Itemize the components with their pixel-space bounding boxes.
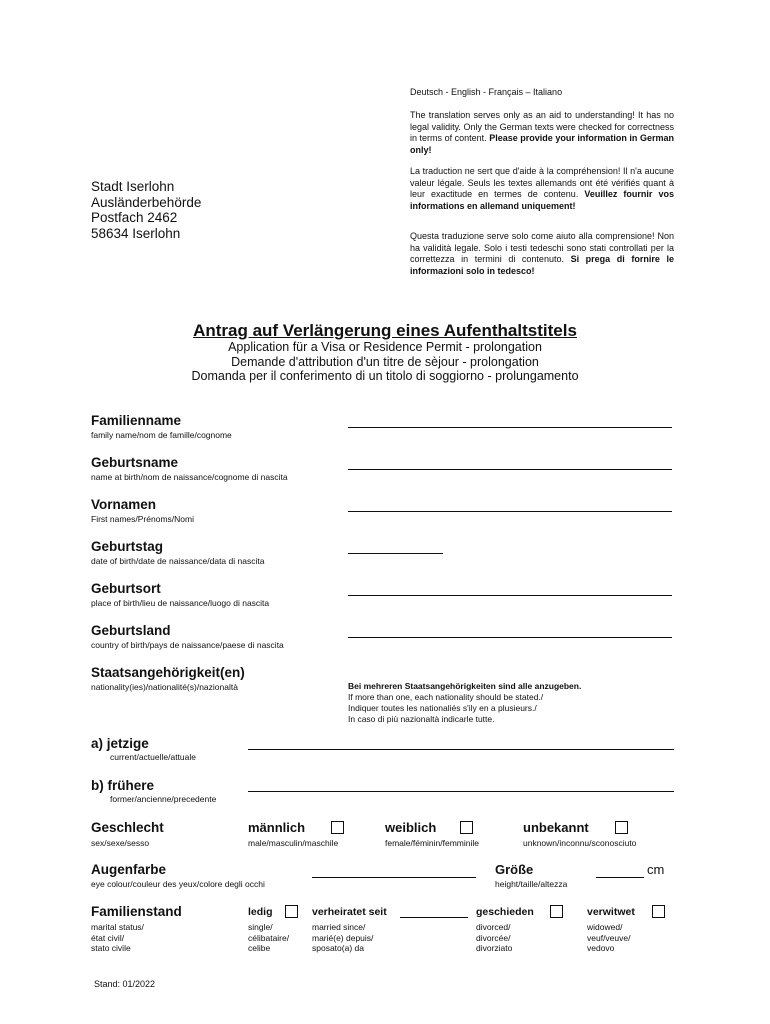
- birth-name-label: Geburtsname: [91, 455, 179, 470]
- birth-place-label: Geburtsort: [91, 581, 161, 596]
- height-field[interactable]: [596, 877, 644, 878]
- marital-status-sub-it: stato civile: [91, 943, 131, 953]
- address-line-3: Postfach 2462: [91, 210, 178, 225]
- widowed-sub-fr: veuf/veuve/: [587, 932, 631, 943]
- marital-status-sub-fr: état civil/: [91, 932, 125, 943]
- former-nationality-sublabel: former/ancienne/precedente: [110, 794, 217, 804]
- married-since-field[interactable]: [400, 917, 468, 918]
- single-sub-fr: célibataire/: [248, 932, 290, 943]
- single-sublabel: [248, 922, 289, 954]
- note-italian-text: Questa traduzione serve solo come aiuto alla comprensione! Non ha validità legale. Solo i testi tedeschi sono stati controllati per la correttezza in termini di contenuto.: [410, 231, 674, 264]
- note-italian: [410, 231, 674, 277]
- married-label: verheiratet seit: [312, 906, 387, 918]
- option-unknown-label: unbekannt: [523, 820, 589, 835]
- widowed-sub-en: widowed/: [587, 922, 623, 932]
- first-names-field[interactable]: [348, 511, 672, 512]
- note-french: [410, 166, 674, 212]
- married-sub-en: married since/: [312, 922, 366, 932]
- former-nationality-field[interactable]: [248, 791, 674, 792]
- note-english-text: The translation serves only as an aid to understanding! It has no legal validity. Only the German texts were checked for correctness in terms of content.: [410, 110, 674, 143]
- divorced-checkbox[interactable]: [550, 905, 563, 918]
- height-sublabel: height/taille/altezza: [495, 879, 568, 889]
- first-names-label: Vornamen: [91, 497, 157, 512]
- option-male-label: männlich: [248, 820, 306, 835]
- single-sub-it: celibe: [248, 943, 271, 953]
- divorced-sublabel: [476, 922, 512, 954]
- current-nationality-sublabel: current/actuelle/attuale: [110, 752, 196, 762]
- nationality-hint-english: If more than one, each nationality should be stated./: [348, 692, 544, 702]
- widowed-label: verwitwet: [587, 906, 635, 918]
- marital-status-sublabel: [91, 922, 144, 954]
- address-line-1: Stadt Iserlohn: [91, 179, 175, 194]
- birth-date-label: Geburtstag: [91, 539, 164, 554]
- married-sub-fr: marié(e) depuis/: [312, 932, 374, 943]
- marital-status-sub-en: marital status/: [91, 922, 144, 932]
- birth-country-field[interactable]: [348, 637, 672, 638]
- option-unknown-sublabel: unknown/inconnu/sconosciuto: [523, 838, 637, 848]
- height-label: Größe: [495, 862, 534, 877]
- language-list: Deutsch - English - Français – Italiano: [410, 87, 563, 97]
- note-english: [410, 110, 674, 156]
- option-female-sublabel: female/féminin/femminile: [385, 838, 480, 848]
- male-checkbox[interactable]: [331, 821, 344, 834]
- subtitle-french: Demande d'attribution d'un titre de sèjour - prolongation: [231, 355, 539, 369]
- address-line-4: 58634 Iserlohn: [91, 225, 181, 241]
- form-version: Stand: 01/2022: [94, 979, 156, 989]
- recipient-address: [91, 179, 201, 241]
- widowed-sub-it: vedovo: [587, 943, 615, 953]
- birth-country-sublabel: country of birth/pays de naissance/paese di nascita: [91, 640, 284, 650]
- widowed-sublabel: [587, 922, 630, 954]
- family-name-label: Familienname: [91, 413, 182, 428]
- current-nationality-field[interactable]: [248, 749, 674, 750]
- option-male-sublabel: male/masculin/maschile: [248, 838, 339, 848]
- family-name-sublabel: family name/nom de famille/cognome: [91, 430, 232, 440]
- nationality-label: Staatsangehörigkeit(en): [91, 665, 245, 680]
- note-french-bold: Veuillez fournir vos informations en allemand uniquement!: [410, 189, 674, 211]
- widowed-checkbox[interactable]: [652, 905, 665, 918]
- birth-date-field[interactable]: [348, 553, 443, 554]
- birth-place-sublabel: place of birth/lieu de naissance/luogo di nascita: [91, 598, 270, 608]
- marital-status-label: Familienstand: [91, 904, 182, 919]
- birth-country-label: Geburtsland: [91, 623, 171, 638]
- note-english-bold: Please provide your information in German only!: [410, 133, 674, 155]
- female-checkbox[interactable]: [460, 821, 473, 834]
- nationality-hint-italian: In caso di più nazionaltà indicarle tutte.: [348, 714, 495, 724]
- single-checkbox[interactable]: [285, 905, 298, 918]
- sex-sublabel: sex/sexe/sesso: [91, 838, 150, 848]
- note-french-text: La traduction ne sert que d'aide à la compréhension! Il n'a aucune valeur légale. Seuls les textes allemands ont été vérifiés quant à leur exactitude en termes de contenu.: [410, 166, 674, 199]
- first-names-sublabel: First names/Prénoms/Nomi: [91, 514, 194, 524]
- former-nationality-label: b) frühere: [91, 778, 155, 793]
- eye-colour-sublabel: eye colour/couleur des yeux/colore degli occhi: [91, 879, 265, 889]
- divorced-label: geschieden: [476, 906, 534, 918]
- family-name-field[interactable]: [348, 427, 672, 428]
- height-unit: cm: [647, 862, 665, 877]
- birth-place-field[interactable]: [348, 595, 672, 596]
- divorced-sub-it: divorziato: [476, 943, 513, 953]
- birth-name-sublabel: name at birth/nom de naissance/cognome di nascita: [91, 472, 288, 482]
- form-title: Antrag auf Verlängerung eines Aufenthaltstitels: [193, 321, 577, 340]
- married-sub-it: sposato(a) da: [312, 943, 364, 953]
- subtitle-italian: Domanda per il conferimento di un titolo di soggiorno - prolungamento: [191, 369, 579, 383]
- note-italian-bold: Si prega di fornire le informazioni solo in tedesco!: [410, 254, 674, 276]
- eye-colour-label: Augenfarbe: [91, 862, 167, 877]
- current-nationality-label: a) jetzige: [91, 736, 149, 751]
- single-sub-en: single/: [248, 922, 273, 932]
- nationality-hint-bold: Bei mehreren Staatsangehörigkeiten sind alle anzugeben.: [348, 681, 582, 691]
- subtitle-english: Application für a Visa or Residence Permit - prolongation: [228, 340, 542, 354]
- nationality-hint-french: Indiquer toutes les nationaliés s'ily en a plusieurs./: [348, 703, 537, 713]
- nationality-sublabel: nationality(ies)/nationalité(s)/nazionaltà: [91, 682, 238, 692]
- birth-date-sublabel: date of birth/date de naissance/data di nascita: [91, 556, 265, 566]
- single-label: ledig: [248, 906, 273, 918]
- divorced-sub-fr: divorcée/: [476, 932, 511, 943]
- eye-colour-field[interactable]: [312, 877, 476, 878]
- nationality-hint: [348, 681, 581, 725]
- divorced-sub-en: divorced/: [476, 922, 511, 932]
- unknown-checkbox[interactable]: [615, 821, 628, 834]
- address-line-2: Ausländerbehörde: [91, 194, 202, 210]
- option-female-label: weiblich: [385, 820, 437, 835]
- birth-name-field[interactable]: [348, 469, 672, 470]
- sex-label: Geschlecht: [91, 820, 164, 835]
- married-sublabel: [312, 922, 373, 954]
